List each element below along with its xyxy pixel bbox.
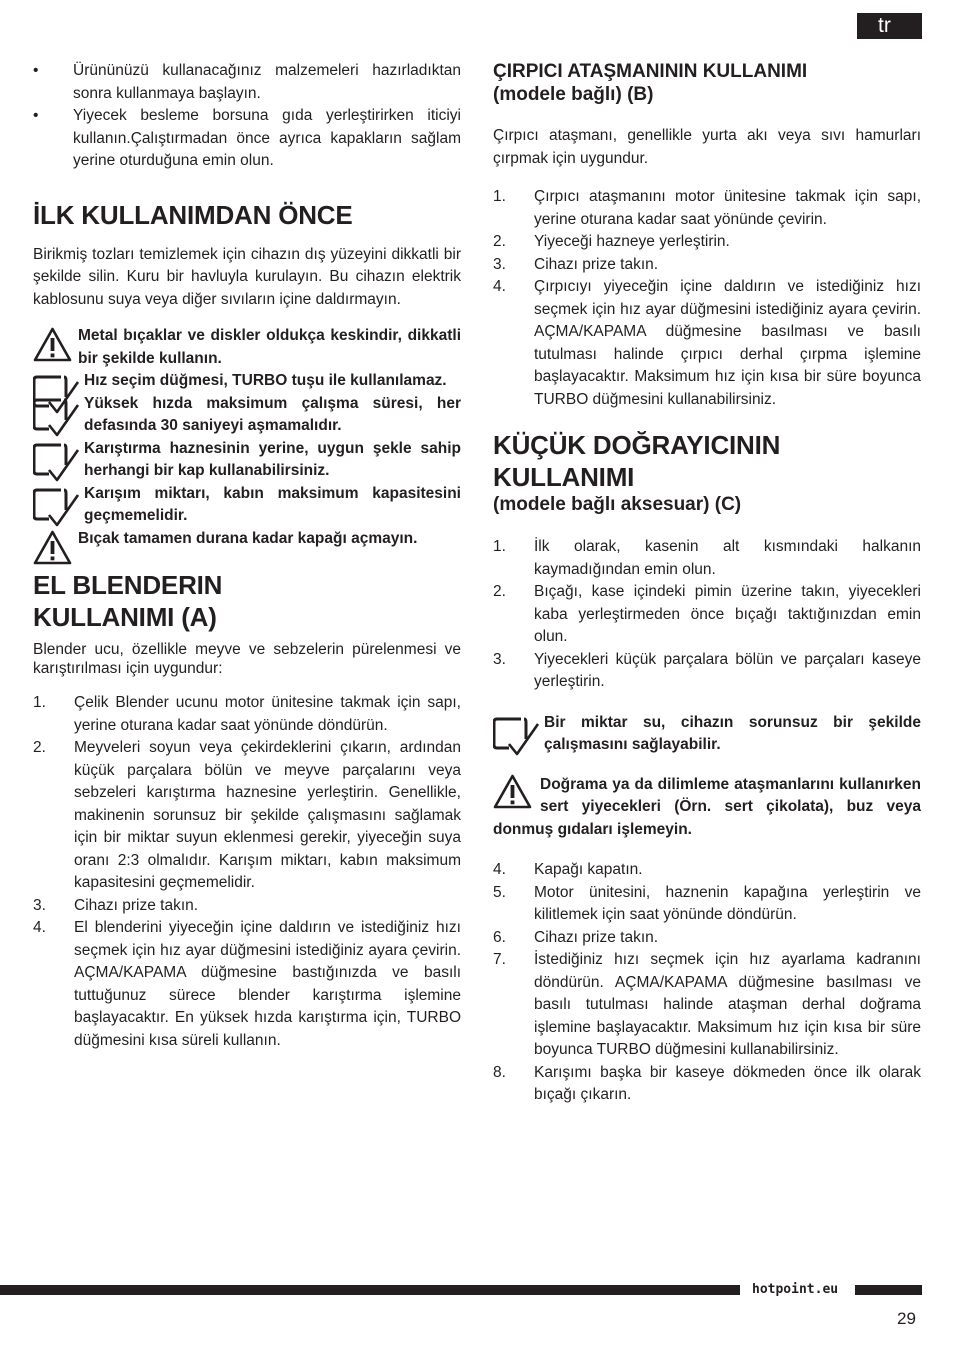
step-text: Yiyeceği hazneye yerleştirin. (534, 233, 730, 250)
step-number: 5. (493, 883, 506, 901)
section-title-before-first-use: İLK KULLANIMDAN ÖNCE (33, 199, 353, 230)
warning-note (493, 774, 921, 842)
list-item (493, 254, 921, 277)
step-text: Çırpıcı ataşmanını motor ünitesine takmak için sapı, yerine oturana kadar saat yönünde çevirin. (534, 188, 921, 228)
step-number: 6. (493, 928, 506, 946)
warning-icon (493, 774, 532, 810)
step-text: İlk olarak, kasenin alt kısmındaki halkanın kaymadığından emin olun. (534, 538, 921, 578)
note-text: Bir miktar su, cihazın sorunsuz bir şekilde çalışmasını sağlayabilir. (544, 713, 921, 753)
check-icon (33, 443, 80, 483)
step-text: Kapağı kapatın. (534, 861, 643, 878)
step-number: 8. (493, 1063, 506, 1081)
right-column (493, 60, 921, 1107)
warning-note (33, 325, 461, 370)
step-text: İstediğiniz hızı seçmek için hız ayarlama kadranını döndürün. AÇMA/KAPAMA düğmesine basılması ve basılı tutulması halinde ataşman derhal doğrama işlemine başlayacaktır. Maksimum hız için kısa bir süre boyunca TURBO düğmesini kullanabilirsiniz. (534, 951, 921, 1058)
step-text: Motor ünitesini, haznenin kapağına yerleştirin ve kilitlemek için saat yönünde döndürün. (534, 883, 921, 923)
note-text: Hız seçim düğmesi, TURBO tuşu ile kullanılamaz. (84, 372, 447, 389)
footer-rule-right (855, 1285, 922, 1295)
check-icon (33, 488, 80, 528)
note-text: Metal bıçaklar ve diskler oldukça keskindir, dikkatli bir şekilde kullanın. (78, 327, 461, 367)
step-text: Cihazı prize takın. (534, 928, 659, 946)
title-line: EL BLENDERIN (33, 570, 223, 600)
list-item (493, 276, 921, 411)
check-note (493, 712, 921, 757)
title-line: ÇIRPICI ATAŞMANININ KULLANIMI (493, 61, 808, 82)
check-note (33, 393, 461, 438)
whisk-intro: Çırpıcı ataşmanı, genellikle yurta akı veya sıvı hamurları çırpmak için uygundur. (493, 127, 921, 167)
list-item (33, 60, 461, 105)
step-number: 2. (493, 583, 506, 600)
hand-blender-intro: Blender ucu, özellikle meyve ve sebzelerin pürelenmesi ve karıştırılması için uygundur: (33, 641, 461, 677)
check-icon (33, 398, 80, 438)
note-text: Bıçak tamamen durana kadar kapağı açmayın. (78, 529, 418, 547)
note-text: Karışım miktarı, kabın maksimum kapasitesini geçmemelidir. (84, 484, 461, 524)
check-note (33, 370, 461, 393)
chopper-steps-second (493, 859, 921, 1107)
step-text: El blenderini yiyeceğin içine daldırın ve istediğiniz hızı seçmek için hız ayar düğmesini istediğiniz ayara çevirin. AÇMA/KAPAMA düğmesine bastığınızda ve basılı tuttuğunuz sürece blender karıştırma işlemine başlayacaktır. En yüksek hızda karıştırma için, TURBO düğmesini kısa süreli kullanın. (74, 919, 461, 1049)
safety-notes (33, 325, 461, 550)
bullet-text: Ürününüzü kullanacağınız malzemeleri hazırladıktan sonra kullanmaya başlayın. (73, 62, 461, 102)
language-tab: tr (857, 13, 922, 39)
step-text: Karışımı başka bir kaseye dökmeden önce ilk olarak bıçağı çıkarın. (534, 1063, 921, 1103)
list-item (493, 1062, 921, 1107)
bullet-text: Yiyecek besleme borsuna gıda yerleştirirken iticiyi kullanın.Çalıştırmadan önce ayrıca kapakların sağlam yerine oturduğuna emin olun. (73, 107, 461, 169)
list-item (493, 581, 921, 649)
hand-blender-steps (33, 692, 461, 1052)
note-text: Doğrama ya da dilimleme ataşmanlarını kullanırken sert yiyecekleri (Örn. sert çikolata), buz veya donmuş gıdaları işlemeyin. (493, 775, 921, 838)
step-text: Cihazı prize takın. (74, 896, 199, 914)
step-number: 3. (33, 896, 46, 914)
step-text: Bıçağı, kase içindeki pimin üzerine takın, yiyecekleri kaba yerleştirmeden önce bıçağı taktığınızdan emin olun. (534, 583, 921, 645)
chopper-subtitle: (modele bağlı aksesuar) (C) (493, 494, 742, 515)
bullet-icon: • (33, 62, 39, 79)
section-title-whisk (493, 60, 921, 106)
check-icon (493, 717, 540, 757)
left-column (33, 60, 461, 1052)
footer-rule-left (0, 1285, 740, 1295)
step-text: Meyveleri soyun veya çekirdeklerini çıkarın, ardından küçük parçalara bölün ve meyve parçalarını veya sebzeleri karıştırma haznesine yerleştirin. Genellikle, makinenin sorunsuz bir şekilde çalışmasını sağlamak için bir miktar suyun eklenmesi gerekir, yiyeceğin suya oranı 2:3 olmalıdır. Karışım miktarı, kabın maksimum kapasitesini geçmemelidir. (74, 739, 461, 891)
list-item (493, 231, 921, 254)
chopper-check-note-block (493, 712, 921, 757)
step-number: 1. (493, 188, 506, 205)
before-first-use-text: Birikmiş tozları temizlemek için cihazın dış yüzeyini dikkatli bir şekilde silin. Kuru bir havluyla kurulayın. Bu cihazın elektrik kablosunu suya veya diğer sıvıların içine daldırmayın. (33, 245, 461, 308)
step-text: Yiyecekleri küçük parçalara bölün ve parçaları kaseye yerleştirin. (534, 650, 921, 690)
list-item (493, 536, 921, 581)
chopper-steps-first (493, 536, 921, 694)
list-item (493, 949, 921, 1062)
list-item (493, 649, 921, 694)
title-line: KULLANIMI (493, 462, 635, 492)
step-number: 4. (493, 278, 506, 295)
step-number: 4. (493, 861, 506, 878)
section-title-chopper (493, 429, 921, 493)
step-number: 4. (33, 919, 46, 936)
warning-note (33, 528, 461, 551)
list-item (33, 105, 461, 173)
title-line: KULLANIMI (A) (33, 602, 217, 632)
warning-icon (33, 327, 72, 362)
title-line: (modele bağlı) (B) (493, 84, 654, 105)
intro-bullet-list (33, 60, 461, 173)
list-item (493, 882, 921, 927)
list-item (33, 737, 461, 895)
step-text: Çelik Blender ucunu motor ünitesine takmak için sapı, yerine oturana kadar saat yönünde döndürün. (74, 694, 461, 734)
section-title-hand-blender (33, 569, 461, 633)
step-number: 1. (493, 538, 506, 555)
step-number: 3. (493, 255, 506, 273)
check-note (33, 483, 461, 528)
step-number: 1. (33, 694, 46, 711)
list-item (33, 917, 461, 1052)
title-line: KÜÇÜK DOĞRAYICININ (493, 430, 781, 460)
list-item (493, 927, 921, 950)
warning-icon (33, 530, 72, 565)
step-number: 2. (493, 233, 506, 250)
list-item (33, 895, 461, 918)
check-note (33, 438, 461, 483)
step-number: 7. (493, 951, 506, 968)
step-number: 2. (33, 739, 46, 756)
bullet-icon: • (33, 107, 39, 124)
whisk-steps (493, 186, 921, 411)
footer-brand: hotpoint.eu (752, 1282, 839, 1297)
step-text: Çırpıcıyı yiyeceğin içine daldırın ve istediğiniz hızı seçmek için hız ayar düğmesini istediğiniz ayara çevirin. AÇMA/KAPAMA düğmesine basılması ve basılı tutulması halinde çırpıcı derhal çırpma işlemine başlayacaktır. Maksimum hız için kısa bir süre boyunca TURBO düğmesini kullanabilirsiniz. (534, 278, 921, 408)
page-number: 29 (897, 1309, 916, 1328)
list-item (33, 692, 461, 737)
list-item (493, 859, 921, 882)
note-text: Karıştırma haznesinin yerine, uygun şekle sahip herhangi bir kap kullanabilirsiniz. (84, 439, 461, 479)
note-text: Yüksek hızda maksimum çalışma süresi, her defasında 30 saniyeyi aşmamalıdır. (84, 394, 461, 434)
step-text: Cihazı prize takın. (534, 255, 659, 273)
step-number: 3. (493, 650, 506, 668)
list-item (493, 186, 921, 231)
